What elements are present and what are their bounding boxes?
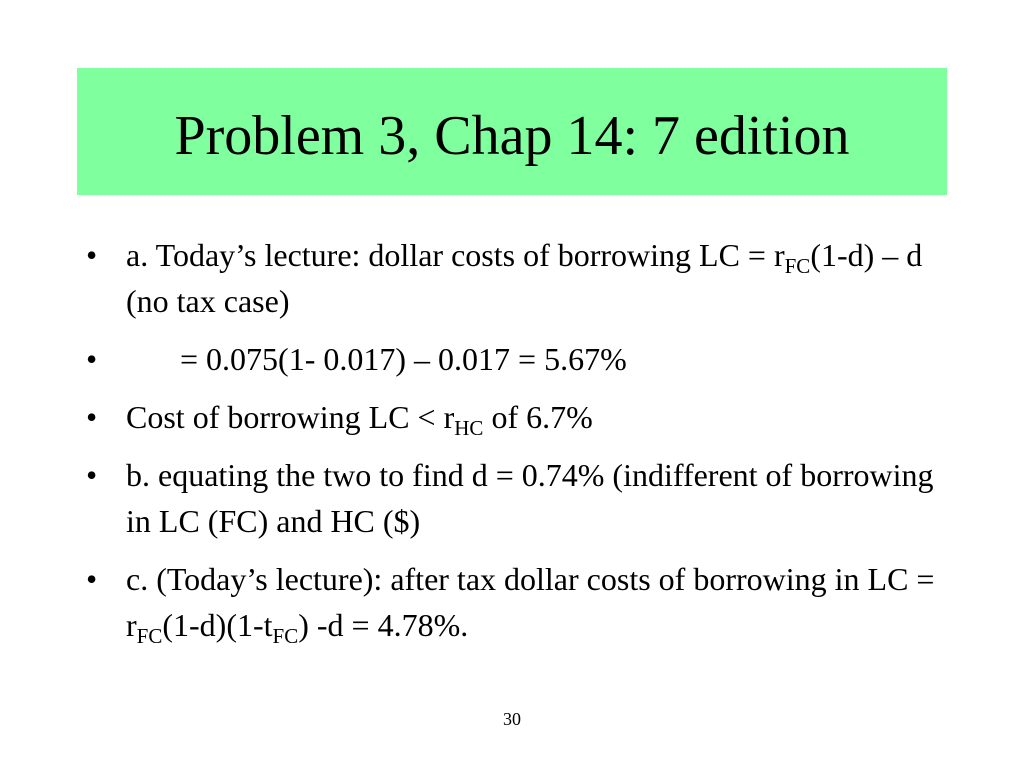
- bullet-item-a: [86, 232, 936, 324]
- bullet-text: (1-d) – d (no tax case): [126, 237, 923, 319]
- bullet-dot-icon: •: [86, 341, 98, 377]
- bullet-dot-icon: •: [86, 457, 98, 493]
- page-number: 30: [503, 709, 521, 729]
- bullet-text: = 0.075(1- 0.017) – 0.017 = 5.67%: [180, 341, 627, 377]
- title-banner: [77, 68, 947, 195]
- subscript-fc: FC: [272, 624, 299, 648]
- subscript-fc: FC: [784, 254, 811, 278]
- bullet-item-c: [86, 556, 936, 648]
- subscript-fc: FC: [136, 624, 163, 648]
- bullet-list: [86, 232, 936, 660]
- bullet-item-calculation: [86, 336, 936, 382]
- bullet-text: (1-d)(1-t: [162, 607, 273, 643]
- bullet-text: of 6.7%: [483, 399, 593, 435]
- bullet-text: c. (Today’s lecture): after tax dollar costs of borrowing in LC = r: [126, 561, 935, 643]
- bullet-dot-icon: •: [86, 399, 98, 435]
- bullet-text: Cost of borrowing LC < r: [126, 399, 455, 435]
- bullet-item-cost-comparison: [86, 394, 936, 440]
- bullet-text: ) -d = 4.78%.: [298, 607, 469, 643]
- bullet-dot-icon: •: [86, 237, 98, 273]
- subscript-hc: HC: [454, 416, 484, 440]
- bullet-dot-icon: •: [86, 561, 98, 597]
- bullet-text: a. Today’s lecture: dollar costs of borrowing LC = r: [126, 237, 785, 273]
- bullet-item-b: [86, 452, 936, 544]
- slide-title: Problem 3, Chap 14: 7 edition: [174, 104, 850, 167]
- bullet-text: b. equating the two to find d = 0.74% (indifferent of borrowing in LC (FC) and HC ($): [126, 457, 934, 539]
